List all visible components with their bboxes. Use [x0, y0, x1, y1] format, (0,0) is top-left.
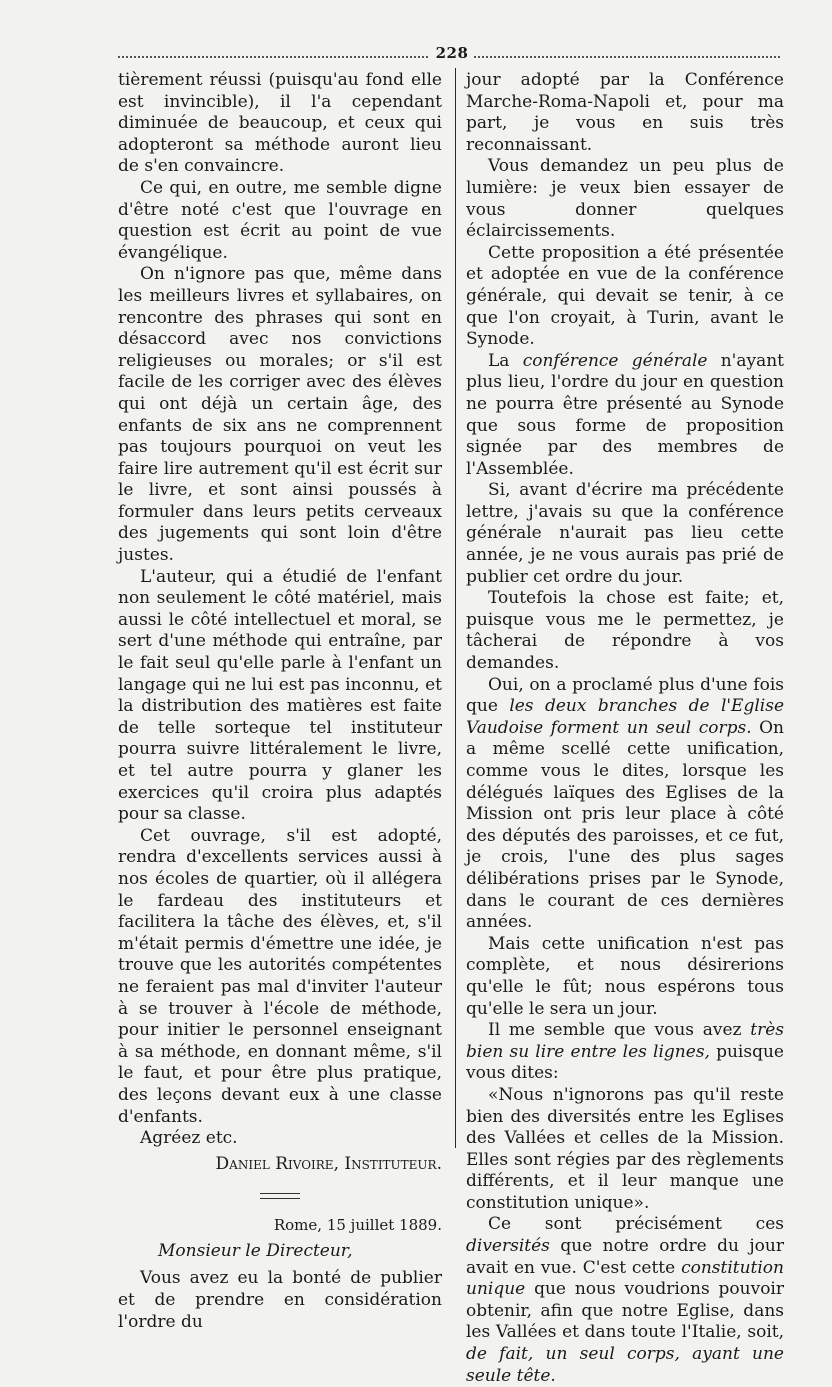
paragraph [466, 1214, 784, 1387]
header-rule-right [474, 56, 780, 58]
emphasis: constitution unique [466, 1257, 784, 1300]
header-rule-left [118, 56, 428, 58]
salutation: Monsieur le Directeur, [158, 1240, 353, 1261]
column-divider [455, 68, 456, 1148]
paragraph: Ce qui, en outre, me semble digne d'être noté c'est que l'ouvrage en question est écrit au point de vue évangélique. [118, 177, 442, 263]
emphasis: diversités [466, 1236, 550, 1257]
paragraph [466, 675, 784, 934]
closing: Agréez etc. [140, 1128, 238, 1149]
section-ornament [260, 1193, 300, 1199]
emphasis: conférence générale [522, 350, 708, 371]
text-run: que nous voudrions pouvoir obtenir, afin que notre Eglise, dans les Vallées et dans toute l'Italie, soit, [466, 1279, 784, 1343]
signature: Daniel Rivoire, Instituteur. [215, 1153, 442, 1174]
dateline: Rome, 15 juillet 1889. [273, 1216, 442, 1235]
paragraph: Mais cette unification n'est pas complète, et nous désirerions qu'elle le fût; nous espérons tous qu'elle le sera un jour. [466, 933, 784, 1019]
paragraph: Toutefois la chose est faite; et, puisque vous me le permettez, je tâcherai de répondre à vos demandes. [466, 588, 784, 674]
paragraph [466, 351, 784, 481]
text-run: puisque vous dites: [466, 1041, 784, 1084]
paragraph: L'auteur, qui a étudié de l'enfant non seulement le côté matériel, mais aussi le côté intellectuel et moral, se sert d'une méthode qui entraîne, par le fait seul qu'elle parle à l'enfant un langage qui ne lui est pas inconnu, et la distribution des matières est faite de telle sorteque tel instituteur pourra suivre littéralement le livre, et tel autre pourra y glaner les exercices qu'il croira plus adaptés pour sa classe. [118, 566, 442, 825]
text-run: On a même scellé cette unification, comme vous le dites, lorsque les délégués laïques des Eglises de la Mission ont pris leur place à côté des députés des paroisses, et ce fut, je crois, l'une des plus sages délibérations prises par le Synode, dans le courant de ces dernières années. [466, 717, 784, 933]
paragraph: Vous avez eu la bonté de publier et de prendre en considération l'ordre du [118, 1268, 442, 1332]
emphasis: les deux branches de l'Eglise Vaudoise forment un seul corps. [466, 696, 785, 738]
text-run: Il me semble que vous avez [488, 1020, 751, 1041]
paragraph: Si, avant d'écrire ma précédente lettre, j'avais su que la conférence générale n'aurait pas lieu cette année, je ne vous aurais pas prié de publier cet ordre du jour. [466, 480, 784, 587]
right-column [466, 70, 784, 1387]
text-run: Ce sont précisément ces [488, 1214, 784, 1235]
page-header [118, 44, 780, 66]
paragraph: On n'ignore pas que, même dans les meilleurs livres et syllabaires, on rencontre des phrases qui sont en désaccord avec nos convictions religieuses ou morales; or s'il est facile de les corriger avec des élèves qui ont déjà un certain âge, des enfants de six ans ne comprennent pas toujours pourquoi on veut les faire lire autrement qu'il est écrit sur le livre, et sont ainsi poussés à formuler dans leurs petits cerveaux des jugements qui sont loin d'être justes. [118, 264, 442, 566]
paragraph [466, 1020, 784, 1085]
emphasis: très bien su lire entre les lignes, [466, 1020, 784, 1062]
text-run: que notre ordre du jour avait en vue. C'est cette [466, 1236, 784, 1278]
page-number: 228 [435, 44, 469, 62]
paragraph: jour adopté par la Conférence Marche-Roma-Napoli et, pour ma part, je vous en suis très reconnaissant. [466, 70, 784, 155]
paragraph: Cet ouvrage, s'il est adopté, rendra d'excellents services aussi à nos écoles de quartier, où il allégera le fardeau des instituteurs et facilitera la tâche des élèves, et, s'il m'était permis d'émettre une idée, je trouve que les autorités compétentes ne feraient pas mal d'inviter l'auteur à se trouver à l'école de méthode, pour initier le personnel enseignant à sa méthode, en donnant même, s'il le faut, et pour être plus pratique, des leçons devant eux à une classe d'enfants. [118, 825, 442, 1127]
text-run: Oui, on a proclamé plus d'une fois que [466, 674, 784, 717]
text-run: La [488, 350, 523, 371]
paragraph: tièrement réussi (puisqu'au fond elle est invincible), il l'a cependant diminuée de beaucoup, et ceux qui adopteront sa méthode auront lieu de s'en convaincre. [118, 70, 442, 177]
text-run: n'ayant plus lieu, l'ordre du jour en question ne pourra être présenté au Synode que sous forme de proposition signée par des membres de l'Assemblée. [466, 350, 785, 479]
paragraph: Cette proposition a été présentée et adoptée en vue de la conférence générale, qui devait se tenir, à ce que l'on croyait, à Turin, avant le Synode. [466, 242, 784, 350]
left-column [118, 70, 442, 1333]
emphasis: de fait, un seul corps, ayant une seule tête. [466, 1344, 784, 1386]
paragraph: Vous demandez un peu plus de lumière: je veux bien essayer de vous donner quelques éclaircissements. [466, 156, 784, 242]
quotation: «Nous n'ignorons pas qu'il reste bien des diversités entre les Eglises des Vallées et celles de la Mission. Elles sont régies par des règlements différents, et il leur manque une constitution unique». [466, 1084, 784, 1213]
